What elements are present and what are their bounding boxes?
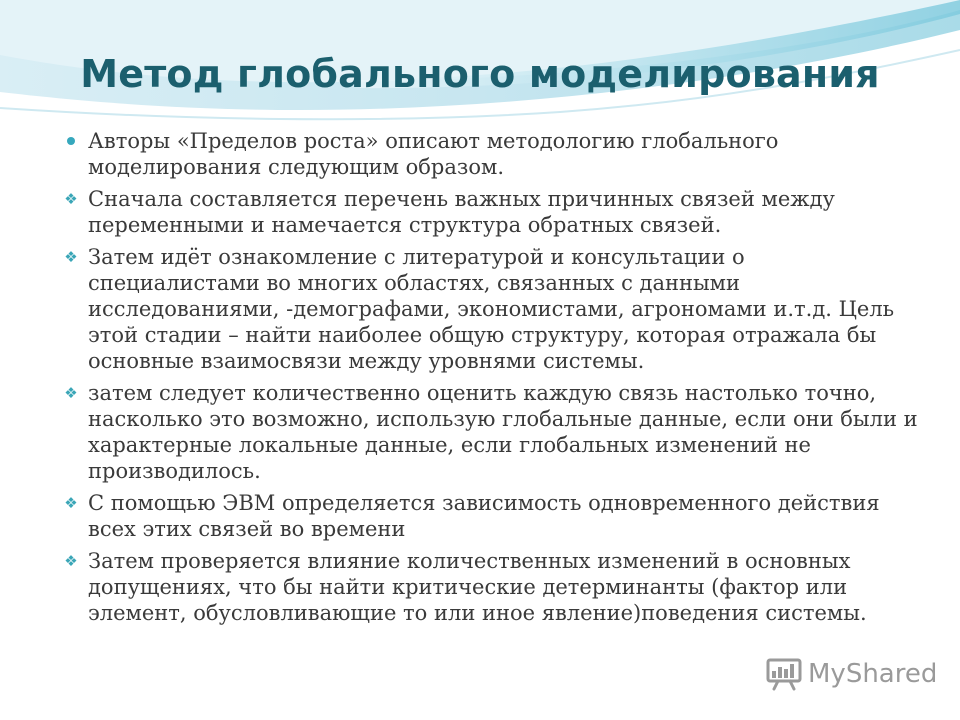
list-item-text: Сначала составляется перечень важных причинных связей между переменными и намечается структура обратных связей. [88, 187, 835, 237]
list-item [60, 128, 920, 180]
list-item [60, 380, 920, 484]
bullet-list [60, 128, 920, 632]
diamond-icon: ❖ [64, 494, 78, 512]
diamond-icon: ❖ [64, 384, 78, 402]
list-item-text: Затем проверяется влияние количественных изменений в основных допущениях, что бы найти критические детерминанты (фактор или элемент, обусловливающие то или иное явление)поведения системы. [88, 549, 867, 625]
watermark-text: MyShared [808, 659, 938, 689]
presentation-board-icon [766, 657, 802, 691]
diamond-icon: ❖ [64, 190, 78, 208]
diamond-icon: ❖ [64, 248, 78, 266]
list-item [60, 186, 920, 238]
diamond-icon: ❖ [64, 552, 78, 570]
list-item-text: Авторы «Пределов роста» описают методологию глобального моделирования следующим образом. [88, 129, 779, 179]
list-item-text: Затем идёт ознакомление с литературой и консультации о специалистами во многих областях, связанных с данными исследованиями, -демографами, экономистами, агрономами и.т.д. Цель этой стадии – найти наиболее общую структуру, которая отражала бы основные взаимосвязи между уровнями системы. [88, 245, 895, 373]
list-item-text: затем следует количественно оценить каждую связь настолько точно, насколько это возможно, использую глобальные данные, если они были и характерные локальные данные, если глобальных изменений не производилось. [88, 381, 918, 483]
dot-icon [60, 128, 82, 154]
list-item [60, 490, 920, 542]
slide-title: Метод глобального моделирования [80, 52, 880, 96]
list-item [60, 244, 920, 374]
watermark [766, 656, 937, 692]
list-item-text: С помощью ЭВМ определяется зависимость одновременного действия всех этих связей во времени [88, 491, 880, 541]
list-item [60, 548, 920, 626]
